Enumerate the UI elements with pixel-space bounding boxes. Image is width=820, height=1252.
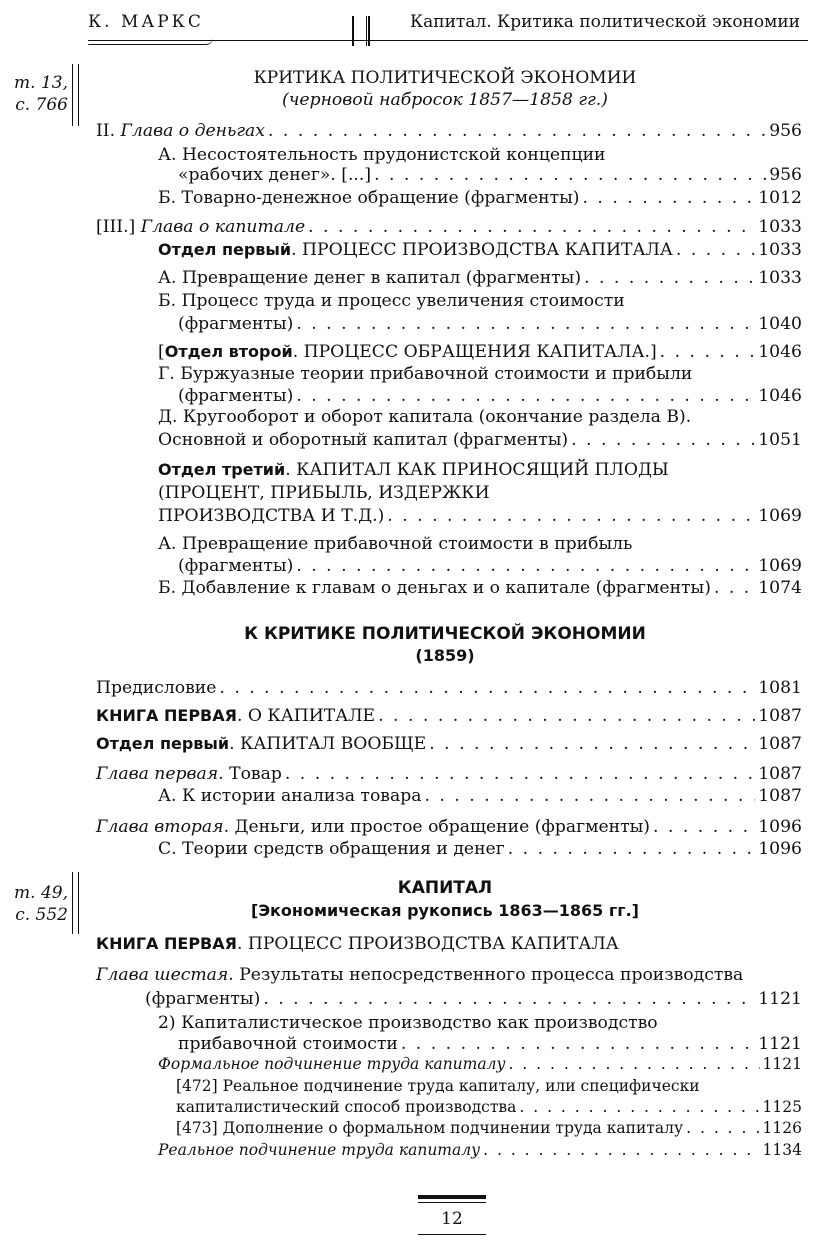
- toc-entry-title: . Деньги, или простое обращение (фрагменты): [223, 817, 651, 837]
- volume-ref-2-page: с. 552: [15, 905, 68, 925]
- toc-entry[interactable]: [158, 268, 802, 288]
- leader-dots: [268, 121, 766, 141]
- section-3-title: КАПИТАЛ: [397, 878, 493, 898]
- leader-dots: [374, 165, 766, 185]
- toc-entry-title: 2) Капиталистическое производство как производство: [158, 1013, 658, 1033]
- footer-rule-bottom: [418, 1234, 486, 1235]
- section-1-title: КРИТИКА ПОЛИТИЧЕСКОЙ ЭКОНОМИИ: [253, 68, 637, 88]
- margin-bar-1: [72, 64, 79, 126]
- leader-dots: [378, 706, 755, 726]
- toc-entry[interactable]: [178, 556, 802, 576]
- toc-page-number: 1096: [758, 817, 802, 837]
- chapter-heading: [96, 965, 743, 985]
- leader-dots: [571, 430, 755, 450]
- toc-page-number: 1126: [762, 1119, 802, 1137]
- toc-entry[interactable]: [176, 1119, 802, 1137]
- part-label: Отдел второй: [164, 342, 293, 361]
- toc-entry[interactable]: [145, 989, 802, 1009]
- toc-entry-title: (фрагменты): [178, 556, 294, 576]
- toc-page-number: 1096: [758, 839, 802, 859]
- leader-dots: [296, 314, 755, 334]
- section-1-subtitle: (черновой набросок 1857—1858 гг.): [282, 90, 608, 110]
- leader-dots: [308, 217, 755, 237]
- toc-page-number: 1121: [758, 1034, 802, 1054]
- toc-entry-title: С. Теории средств обращения и денег: [158, 839, 505, 859]
- running-head-title: Капитал. Критика политической экономии: [409, 12, 800, 32]
- chapter-number: [III.]: [96, 217, 136, 237]
- leader-dots: [660, 342, 756, 362]
- toc-entry[interactable]: [96, 817, 802, 837]
- toc-entry-title: А. Превращение прибавочной стоимости в прибыль: [158, 534, 633, 554]
- volume-ref-2-vol: т. 49,: [14, 883, 68, 903]
- toc-entry-title: А. К истории анализа товара: [158, 786, 422, 806]
- volume-ref-1-page: с. 766: [15, 95, 68, 115]
- toc-page-number: 1012: [758, 188, 802, 208]
- toc-page-number: 1087: [758, 706, 802, 726]
- toc-entry[interactable]: [158, 240, 802, 260]
- toc-entry-title: . КАПИТАЛ ВООБЩЕ: [229, 734, 427, 754]
- leader-dots: [584, 268, 755, 288]
- toc-page-number: 956: [769, 121, 802, 141]
- page-number: 12: [441, 1209, 463, 1229]
- leader-dots: [296, 556, 755, 576]
- header-ornament-line: [366, 16, 370, 46]
- part-label: Отдел первый: [96, 734, 230, 753]
- leader-dots: [714, 578, 755, 598]
- footer-rule-thin: [418, 1202, 486, 1203]
- toc-page-number: 1033: [758, 268, 802, 288]
- toc-entry[interactable]: [158, 839, 802, 859]
- toc-entry-title: А. Превращение денег в капитал (фрагменты): [158, 268, 582, 288]
- part-heading: [158, 460, 669, 480]
- toc-entry[interactable]: [96, 706, 802, 726]
- toc-entry-title: . ПРОЦЕСС ПРОИЗВОДСТВА КАПИТАЛА: [236, 934, 619, 954]
- toc-entry-title: Глава о капитале: [140, 217, 306, 237]
- toc-entry[interactable]: [96, 678, 802, 698]
- toc-entry-title: Глава о деньгах: [120, 121, 265, 141]
- toc-entry-title: . КАПИТАЛ КАК ПРИНОСЯЩИЙ ПЛОДЫ: [285, 460, 669, 480]
- leader-dots: [429, 734, 755, 754]
- toc-entry[interactable]: [158, 786, 802, 806]
- leader-dots: [508, 1055, 759, 1073]
- toc-entry-title: . О КАПИТАЛЕ: [236, 706, 376, 726]
- book-label: КНИГА ПЕРВАЯ: [96, 934, 237, 953]
- toc-entry-title: (фрагменты): [145, 989, 261, 1009]
- part-label: Отдел первый: [158, 240, 292, 259]
- leader-dots: [424, 786, 755, 806]
- leader-dots: [519, 1098, 759, 1116]
- toc-entry[interactable]: [96, 734, 802, 754]
- toc-entry-title: Формальное подчинение труда капиталу: [158, 1055, 506, 1073]
- toc-page-number: 1069: [758, 556, 802, 576]
- margin-bar-2: [72, 872, 79, 934]
- toc-page-number: 1121: [758, 989, 802, 1009]
- section-3-subtitle: [Экономическая рукопись 1863—1865 гг.]: [251, 901, 639, 920]
- toc-entry-title: Б. Добавление к главам о деньгах и о капитале (фрагменты): [158, 578, 711, 598]
- toc-entry-title: . Результаты непосредственного процесса производства: [228, 965, 744, 985]
- toc-page-number: 1087: [758, 786, 802, 806]
- toc-entry-title: Реальное подчинение труда капиталу: [158, 1141, 481, 1159]
- toc-entry[interactable]: [158, 430, 802, 450]
- toc-page-number: 1069: [758, 506, 802, 526]
- toc-page-number: 1087: [758, 764, 802, 784]
- bracket: [: [158, 342, 165, 362]
- leader-dots: [483, 1141, 759, 1159]
- leader-dots: [686, 1119, 759, 1137]
- volume-ref-1: [0, 72, 68, 116]
- toc-entry-title: Д. Кругооборот и оборот капитала (окончание раздела В).: [158, 407, 692, 427]
- toc-entry-title: Основной и оборотный капитал (фрагменты): [158, 430, 569, 450]
- section-2-year: (1859): [415, 646, 475, 665]
- toc-page-number: 956: [769, 165, 802, 185]
- toc-page-number: 1121: [762, 1055, 802, 1073]
- running-head-author: К. МАРКС: [88, 12, 204, 32]
- toc-entry[interactable]: [158, 1055, 802, 1073]
- toc-entry[interactable]: [158, 342, 802, 362]
- toc-page-number: 1046: [758, 342, 802, 362]
- part-label: Отдел третий: [158, 460, 286, 479]
- toc-entry-title: «рабочих денег». [...]: [178, 165, 372, 185]
- toc-entry-title: ПРОИЗВОДСТВА И Т.Д.): [158, 506, 385, 526]
- toc-entry[interactable]: [158, 578, 802, 598]
- toc-entry-title: (ПРОЦЕНТ, ПРИБЫЛЬ, ИЗДЕРЖКИ: [158, 483, 490, 503]
- book-label: КНИГА ПЕРВАЯ: [96, 706, 237, 725]
- chapter-number: II.: [96, 121, 116, 141]
- toc-entry[interactable]: [158, 506, 802, 526]
- toc-entry[interactable]: [96, 121, 802, 141]
- chapter-label: Глава первая: [96, 764, 219, 784]
- toc-entry-title: прибавочной стоимости: [178, 1034, 398, 1054]
- toc-entry-title: Б. Товарно-денежное обращение (фрагменты): [158, 188, 580, 208]
- toc-entry-title: [473] Дополнение о формальном подчинении труда капиталу: [176, 1119, 684, 1137]
- toc-page-number: 1125: [762, 1098, 802, 1116]
- toc-page-number: 1033: [758, 217, 802, 237]
- toc-entry[interactable]: [96, 764, 802, 784]
- chapter-label: Глава шестая: [96, 965, 229, 985]
- toc-entry[interactable]: [178, 386, 802, 406]
- toc-entry-title: [472] Реальное подчинение труда капиталу, или специфически: [176, 1077, 700, 1095]
- toc-entry-title: Б. Процесс труда и процесс увеличения стоимости: [158, 291, 625, 311]
- toc-entry-title: капиталистический способ производства: [176, 1098, 517, 1116]
- toc-entry[interactable]: [158, 188, 802, 208]
- toc-entry-title: . ПРОЦЕСС ОБРАЩЕНИЯ КАПИТАЛА.]: [292, 342, 657, 362]
- leader-dots: [508, 839, 756, 859]
- leader-dots: [296, 386, 755, 406]
- toc-entry[interactable]: [176, 1098, 802, 1116]
- toc-page-number: 1081: [758, 678, 802, 698]
- footer-rule-thick: [418, 1195, 486, 1199]
- section-2-title: К КРИТИКЕ ПОЛИТИЧЕСКОЙ ЭКОНОМИИ: [244, 624, 646, 644]
- leader-dots: [387, 506, 755, 526]
- volume-ref-2: [0, 882, 68, 926]
- toc-page-number: 1040: [758, 314, 802, 334]
- toc-entry-title: А. Несостоятельность прудонистской концепции: [158, 145, 606, 165]
- volume-ref-1-vol: т. 13,: [14, 73, 68, 93]
- toc-entry[interactable]: [158, 1141, 802, 1159]
- toc-entry-title: . ПРОЦЕСС ПРОИЗВОДСТВА КАПИТАЛА: [291, 240, 673, 260]
- toc-entry-title: (фрагменты): [178, 314, 294, 334]
- leader-dots: [676, 240, 755, 260]
- toc-page-number: 1134: [762, 1141, 802, 1159]
- toc-entry-title: . Товар: [218, 764, 282, 784]
- header-rule: [88, 40, 808, 41]
- toc-page-number: 1051: [758, 430, 802, 450]
- toc-page-number: 1074: [758, 578, 802, 598]
- toc-entry-title: Г. Буржуазные теории прибавочной стоимости и прибыли: [158, 364, 693, 384]
- toc-page-number: 1087: [758, 734, 802, 754]
- toc-entry[interactable]: [96, 217, 802, 237]
- leader-dots: [219, 678, 755, 698]
- toc-page-number: 1046: [758, 386, 802, 406]
- toc-page-number: 1033: [758, 240, 802, 260]
- leader-dots: [653, 817, 755, 837]
- toc-entry[interactable]: [178, 314, 802, 334]
- toc-entry-title: (фрагменты): [178, 386, 294, 406]
- toc-entry[interactable]: [178, 1034, 802, 1054]
- toc-entry-title: Предисловие: [96, 678, 217, 698]
- leader-dots: [285, 764, 755, 784]
- leader-dots: [263, 989, 755, 1009]
- toc-entry[interactable]: [178, 165, 802, 185]
- leader-dots: [582, 188, 755, 208]
- book-heading: [96, 934, 619, 954]
- chapter-label: Глава вторая: [96, 817, 224, 837]
- leader-dots: [401, 1034, 755, 1054]
